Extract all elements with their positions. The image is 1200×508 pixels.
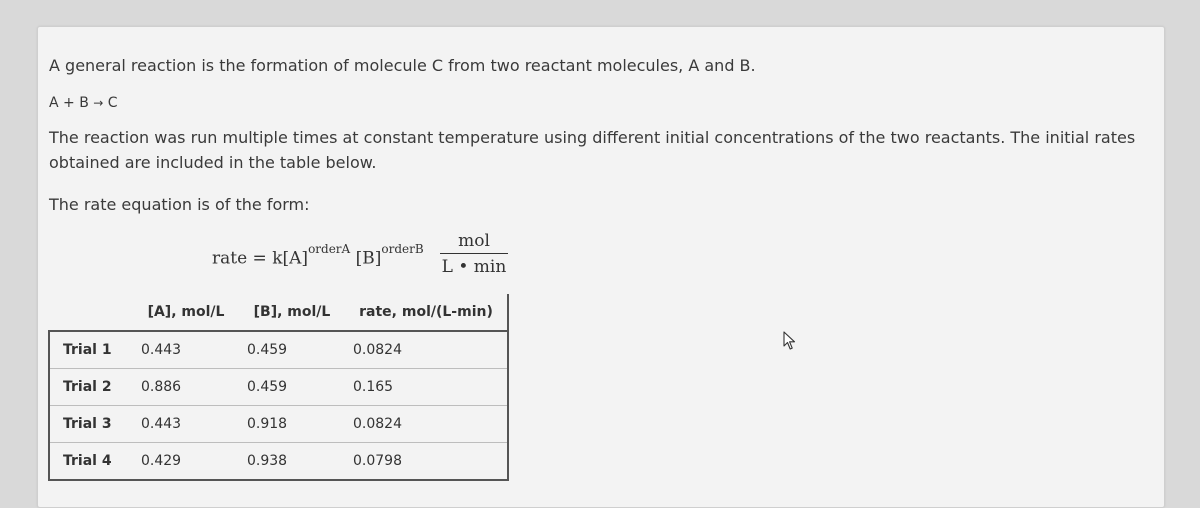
units-fraction [440, 230, 508, 278]
units-numerator: mol [458, 231, 490, 251]
trial-label: Trial 4 [49, 443, 133, 481]
table-row [49, 443, 508, 481]
a-concentration-cell: 0.886 [133, 369, 239, 406]
units-denominator: L • min [441, 257, 507, 277]
trial-label: Trial 2 [49, 369, 133, 406]
b-concentration-cell: 0.918 [239, 406, 345, 443]
rate-equation-lhs [212, 242, 424, 269]
rate-cell: 0.0798 [345, 443, 508, 481]
a-concentration-cell: 0.443 [141, 342, 182, 358]
data-table [48, 294, 509, 481]
rate-prefix: rate = k[A] [212, 248, 309, 269]
trial-label: Trial 1 [49, 331, 133, 369]
table-header-blank [49, 294, 133, 331]
b-concentration-cell: 0.938 [239, 443, 345, 481]
mouse-pointer-icon [783, 331, 797, 351]
a-concentration-cell: 0.429 [133, 443, 239, 481]
question-card [37, 26, 1165, 508]
table-header-a: [A], mol/L [133, 294, 239, 331]
order-b-exponent: orderB [381, 242, 424, 256]
fraction-bar [440, 253, 508, 254]
reaction-reactants: A + B [49, 95, 89, 111]
rate-cell: 0.0824 [345, 406, 508, 443]
b-concentration: [B] [355, 248, 382, 269]
description-text: The reaction was run multiple times at constant temperature using different initial concentrations of the two reactants. The initial rates obtained are included in the table below. [49, 128, 1136, 172]
reaction-product: C [107, 95, 118, 111]
table-header-row [49, 294, 508, 331]
a-concentration-cell: 0.443 [133, 406, 239, 443]
intro-text: A general reaction is the formation of molecule C from two reactant molecules, A and B. [49, 56, 756, 75]
table-header-b: [B], mol/L [239, 294, 345, 331]
table-row [49, 369, 508, 406]
order-a-exponent: orderA [308, 242, 351, 256]
table-header-rate: rate, mol/(L-min) [345, 294, 508, 331]
rate-cell: 0.165 [345, 369, 508, 406]
b-concentration-cell: 0.459 [239, 369, 345, 406]
table-row [49, 406, 508, 443]
table-row [49, 331, 508, 369]
reaction-equation [49, 95, 118, 111]
rate-form-label: The rate equation is of the form: [49, 195, 310, 214]
trial-label: Trial 3 [49, 406, 133, 443]
reaction-arrow: → [93, 96, 104, 110]
b-concentration-cell: 0.459 [247, 342, 288, 358]
rate-cell: 0.0824 [345, 331, 508, 369]
